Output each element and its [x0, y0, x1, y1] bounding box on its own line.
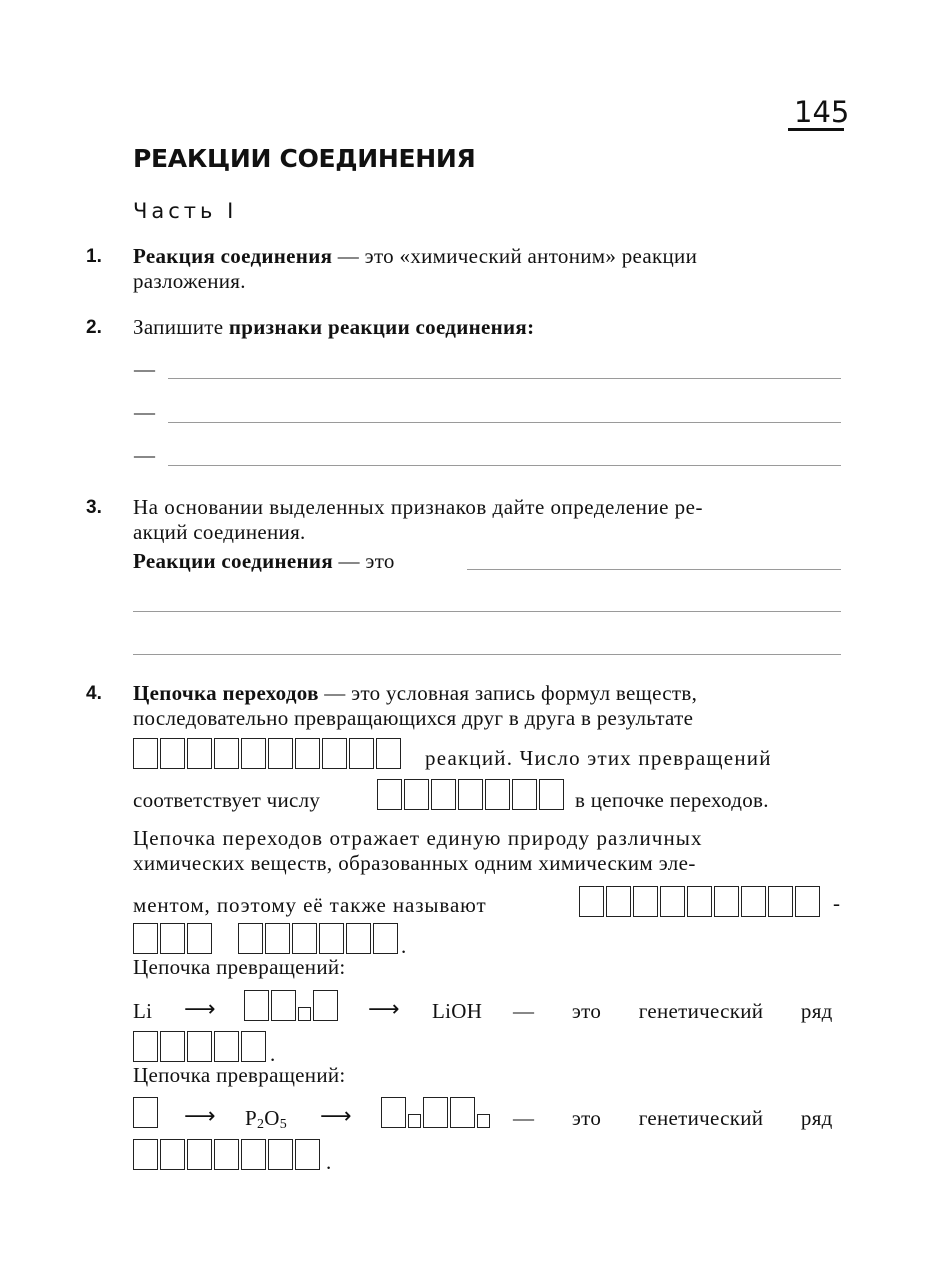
task-1-text: — это «химический антоним» реакции — [332, 244, 698, 268]
letter-box[interactable] — [160, 1139, 185, 1170]
letter-box[interactable] — [606, 886, 631, 917]
letter-box[interactable] — [271, 990, 296, 1021]
task-2-colon: : — [527, 315, 535, 339]
letter-box[interactable] — [373, 923, 398, 954]
answer-line-3[interactable] — [168, 465, 841, 466]
letter-box[interactable] — [377, 779, 402, 810]
answer-line-1[interactable] — [168, 378, 841, 379]
letter-box[interactable] — [741, 886, 766, 917]
letter-box[interactable] — [133, 1097, 158, 1128]
task-3-number: 3. — [86, 497, 102, 518]
answer-boxes-count[interactable] — [377, 779, 564, 810]
chain-2-series-boxes[interactable] — [133, 1139, 320, 1170]
task-3-text: — это — [333, 549, 395, 573]
period: . — [326, 1150, 332, 1174]
period: . — [270, 1042, 276, 1066]
task-4-number: 4. — [86, 683, 102, 704]
task-4-line-4b: в цепочке переходов. — [575, 788, 769, 812]
chain-2-start-box[interactable] — [133, 1097, 158, 1128]
task-4-par-2-line-1: Цепочка переходов отражает единую природу различных — [133, 826, 703, 850]
page-number: 145 — [794, 95, 850, 129]
subscript-box[interactable] — [408, 1114, 421, 1128]
letter-box[interactable] — [241, 738, 266, 769]
letter-box[interactable] — [795, 886, 820, 917]
letter-box[interactable] — [633, 886, 658, 917]
chain-1-end: LiOH — [432, 999, 483, 1023]
letter-box[interactable] — [292, 923, 317, 954]
letter-box[interactable] — [512, 779, 537, 810]
chain-2-formula-boxes[interactable] — [381, 1097, 490, 1128]
letter-box[interactable] — [133, 923, 158, 954]
chain-1-text: — это генетический ряд — [513, 999, 833, 1023]
letter-box[interactable] — [319, 923, 344, 954]
p-subscript: 2 — [256, 1117, 265, 1132]
letter-box[interactable] — [214, 1139, 239, 1170]
answer-boxes-name-part-1[interactable] — [579, 886, 820, 917]
letter-box[interactable] — [265, 923, 290, 954]
subscript-box[interactable] — [298, 1007, 311, 1021]
chain-1-formula-boxes[interactable] — [244, 990, 338, 1021]
definition-line-3[interactable] — [133, 654, 841, 655]
task-2-prompt — [133, 315, 534, 340]
task-3-term: Реакции соединения — [133, 549, 333, 573]
arrow-icon: ⟶ — [368, 997, 400, 1022]
chain-2-text: — это генетический ряд — [513, 1106, 833, 1130]
answer-dash-3: — — [134, 443, 155, 467]
task-3-line-2: акций соединения. — [133, 520, 306, 544]
task-1-line-1 — [133, 244, 697, 269]
letter-box[interactable] — [187, 923, 212, 954]
letter-box[interactable] — [238, 923, 263, 954]
chain-label-1: Цепочка превращений: — [133, 955, 346, 979]
definition-line-1[interactable] — [467, 569, 841, 570]
task-1-line-2: разложения. — [133, 269, 246, 293]
arrow-icon: ⟶ — [320, 1104, 352, 1129]
answer-dash-2: — — [134, 400, 155, 424]
answer-boxes-name-part-3[interactable] — [238, 923, 398, 954]
letter-box[interactable] — [322, 738, 347, 769]
chain-1-start: Li — [133, 999, 153, 1023]
letter-box[interactable] — [485, 779, 510, 810]
letter-box[interactable] — [160, 738, 185, 769]
task-4-text: — это условная запись формул веществ, — [318, 681, 698, 705]
letter-box[interactable] — [714, 886, 739, 917]
letter-box[interactable] — [660, 886, 685, 917]
letter-box[interactable] — [241, 1031, 266, 1062]
hyphen: - — [833, 891, 841, 915]
letter-box[interactable] — [133, 1139, 158, 1170]
letter-box[interactable] — [241, 1139, 266, 1170]
o-symbol: O — [264, 1106, 280, 1130]
answer-boxes-name-part-2[interactable] — [133, 923, 212, 954]
task-2-text: Запишите — [133, 315, 229, 339]
arrow-icon: ⟶ — [184, 1104, 216, 1129]
answer-dash-1: — — [134, 357, 155, 381]
letter-box[interactable] — [268, 1139, 293, 1170]
definition-line-2[interactable] — [133, 611, 841, 612]
letter-box[interactable] — [381, 1097, 406, 1128]
letter-box[interactable] — [214, 1031, 239, 1062]
letter-box[interactable] — [214, 738, 239, 769]
task-3-definition — [133, 549, 395, 574]
letter-box[interactable] — [458, 779, 483, 810]
o-subscript: 5 — [279, 1117, 288, 1132]
page-number-rule — [788, 128, 844, 131]
letter-box[interactable] — [295, 1139, 320, 1170]
task-2-term: признаки реакции соединения — [228, 315, 528, 339]
task-4-line-1 — [133, 681, 697, 706]
task-4-par-2-line-2: химических веществ, образованных одним химическим эле- — [133, 851, 696, 875]
letter-box[interactable] — [579, 886, 604, 917]
letter-box[interactable] — [187, 1139, 212, 1170]
letter-box[interactable] — [404, 779, 429, 810]
letter-box[interactable] — [187, 1031, 212, 1062]
answer-line-2[interactable] — [168, 422, 841, 423]
letter-box[interactable] — [346, 923, 371, 954]
letter-box[interactable] — [187, 738, 212, 769]
task-4-line-4a: соответствует числу — [133, 788, 321, 812]
task-1-term: Реакция соединения — [133, 244, 333, 268]
letter-box[interactable] — [376, 738, 401, 769]
task-4-line-2: последовательно превращающихся друг в друга в результате — [133, 706, 694, 730]
letter-box[interactable] — [268, 738, 293, 769]
task-4-par-2-line-3: ментом, поэтому её также называют — [133, 893, 487, 917]
letter-box[interactable] — [539, 779, 564, 810]
answer-boxes-reaction-type[interactable] — [133, 738, 401, 769]
letter-box[interactable] — [295, 738, 320, 769]
p-symbol: P — [245, 1106, 257, 1130]
letter-box[interactable] — [133, 738, 158, 769]
task-2-number: 2. — [86, 317, 102, 338]
part-label: Часть I — [133, 199, 238, 223]
letter-box[interactable] — [313, 990, 338, 1021]
task-1-number: 1. — [86, 246, 102, 267]
letter-box[interactable] — [349, 738, 374, 769]
letter-box[interactable] — [423, 1097, 448, 1128]
task-3-line-1: На основании выделенных признаков дайте определение ре- — [133, 495, 703, 519]
letter-box[interactable] — [133, 1031, 158, 1062]
subscript-box[interactable] — [477, 1114, 490, 1128]
period: . — [401, 934, 407, 958]
arrow-icon: ⟶ — [184, 997, 216, 1022]
letter-box[interactable] — [768, 886, 793, 917]
task-4-line-3: реакций. Число этих превращений — [425, 746, 772, 770]
letter-box[interactable] — [450, 1097, 475, 1128]
letter-box[interactable] — [160, 923, 185, 954]
chain-1-series-boxes[interactable] — [133, 1031, 266, 1062]
letter-box[interactable] — [244, 990, 269, 1021]
letter-box[interactable] — [160, 1031, 185, 1062]
chain-label-2: Цепочка превращений: — [133, 1063, 346, 1087]
page-title: РЕАКЦИИ СОЕДИНЕНИЯ — [133, 144, 476, 173]
letter-box[interactable] — [687, 886, 712, 917]
chain-2-p2o5 — [245, 1106, 287, 1133]
task-4-term: Цепочка переходов — [133, 681, 319, 705]
letter-box[interactable] — [431, 779, 456, 810]
